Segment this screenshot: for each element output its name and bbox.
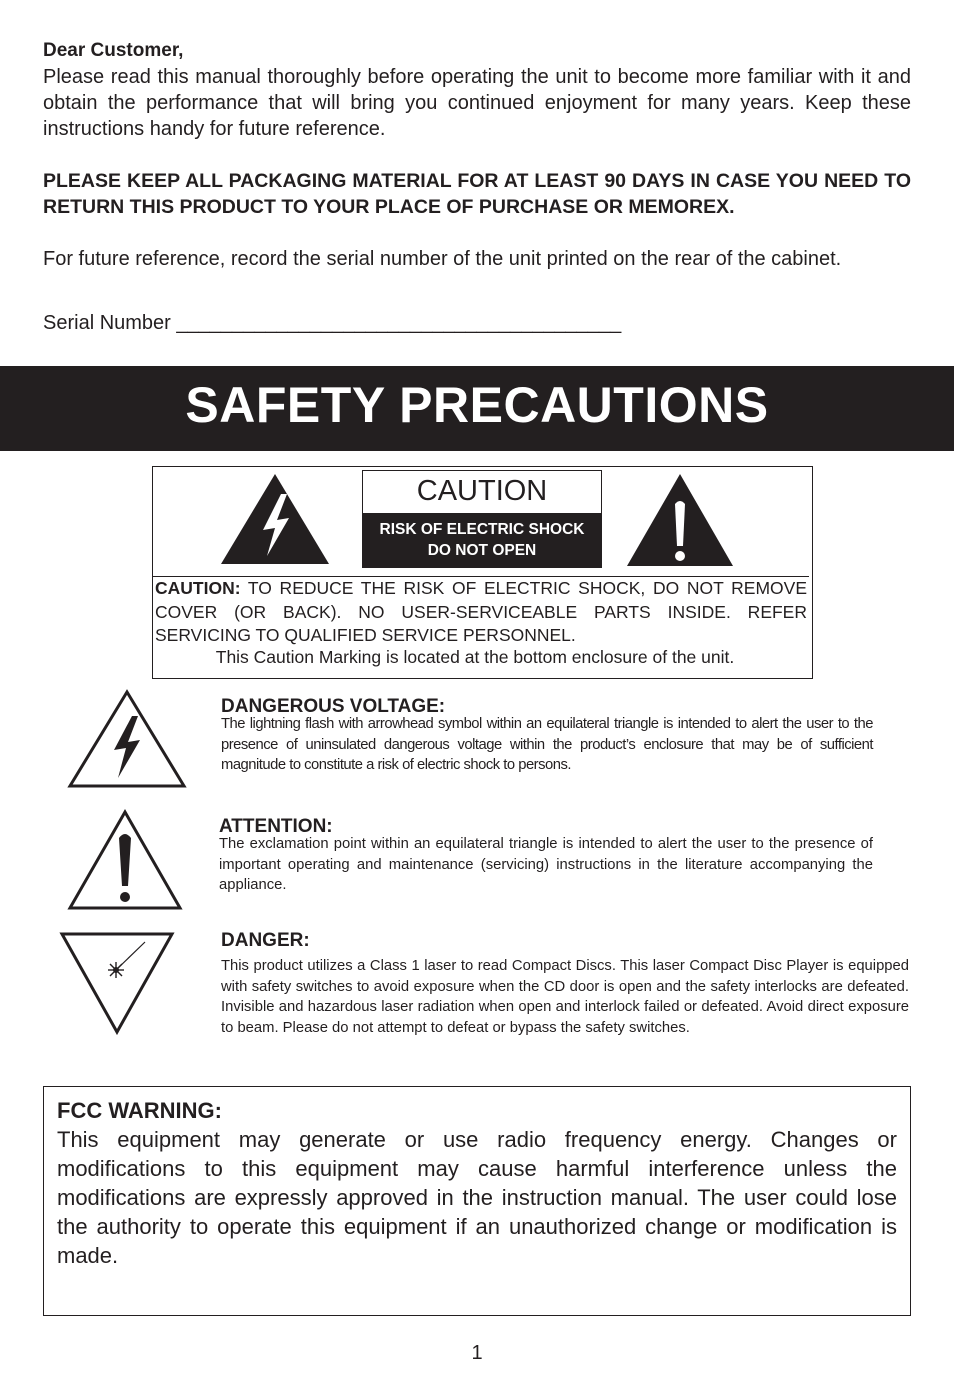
dangerous-voltage-title: DANGEROUS VOLTAGE: [221,696,446,717]
danger-body: This product utilizes a Class 1 laser to read Compact Discs. This laser Compact Disc Player is equipped with safety switches to avoid exposure when the CD door is open and the safety interlocks are defeated. Invisible and hazardous laser radiation when open and interlock failed or defeated. Avoid direct exposure to beam. Please do not attempt to defeat or bypass the safety switches. [221,958,909,1036]
caution-label-box [362,470,602,568]
caution-text [155,577,807,648]
caution-lead: CAUTION: [155,578,241,598]
shock-warning-line2: DO NOT OPEN [427,542,537,559]
page-title: SAFETY PRECAUTIONS [185,377,769,433]
exclamation-outline-icon [66,808,184,912]
attention-body: The exclamation point within an equilateral triangle is intended to alert the user to the presence of important operating and maintenance (servicing) instructions in the literature accompanying the appliance. [219,836,873,893]
shock-warning [363,513,601,567]
laser-warning-icon [58,930,176,1036]
serial-number-line: Serial Number ________________________________________ [43,312,622,334]
danger-title: DANGER: [221,930,310,951]
intro-paragraph: Please read this manual thoroughly before operating the unit to become more familiar with it and obtain the performance that will bring you continued enjoyment for many years. Keep these instructions handy for future reference. [43,66,911,140]
page-number: 1 [471,1342,483,1364]
attention-title: ATTENTION: [219,816,333,837]
greeting: Dear Customer, [43,40,184,61]
packaging-notice: PLEASE KEEP ALL PACKAGING MATERIAL FOR AT LEAST 90 DAYS IN CASE YOU NEED TO RETURN THIS PRODUCT TO YOUR PLACE OF PURCHASE OR MEMOREX. [43,170,911,218]
fcc-title: FCC WARNING: [57,1098,222,1123]
lightning-outline-icon [66,688,188,790]
shock-warning-line1: RISK OF ELECTRIC SHOCK [379,521,585,538]
fcc-body: This equipment may generate or use radio frequency energy. Changes or modifications to this equipment may cause harmful interference unless the modifications are expressly approved in the instruction manual. The user could lose the authority to operate this equipment if an unauthorized change or modification is made. [57,1127,897,1268]
caution-location: This Caution Marking is located at the bottom enclosure of the unit. [215,647,735,667]
intro-section [43,38,911,142]
safety-banner [0,366,954,451]
exclamation-triangle-icon [625,472,735,568]
serial-instruction: For future reference, record the serial number of the unit printed on the rear of the cabinet. [43,248,842,270]
dangerous-voltage-body: The lightning flash with arrowhead symbol within an equilateral triangle is intended to alert the user to the presence of uninsulated dangerous voltage within the product’s enclosure that may be of sufficient magnitude to constitute a risk of electric shock to persons. [221,716,873,773]
caution-label: CAUTION [416,475,548,507]
caution-body: TO REDUCE THE RISK OF ELECTRIC SHOCK, DO NOT REMOVE COVER (OR BACK). NO USER-SERVICEABLE PARTS INSIDE. REFER SERVICING TO QUALIFIED SERVICE PERSONNEL. [155,578,807,645]
lightning-triangle-icon [219,472,331,566]
